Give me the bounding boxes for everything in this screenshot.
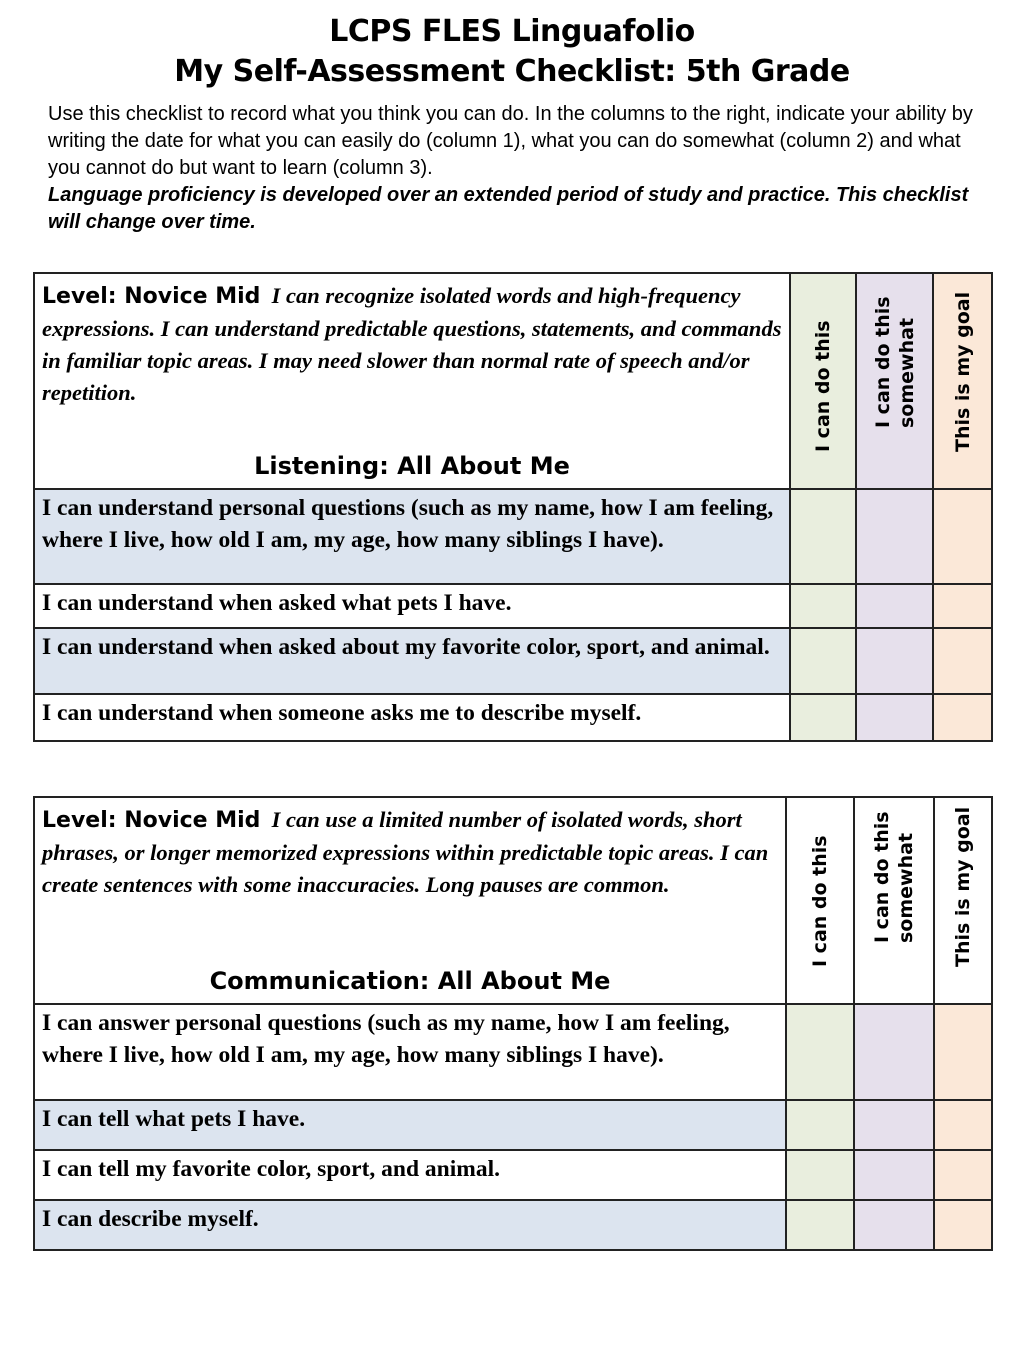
statement-cell: [34, 694, 790, 741]
page-subtitle: My Self-Assessment Checklist: 5th Grade: [174, 54, 850, 89]
table-row: [34, 1100, 992, 1150]
statement-text: I can understand when someone asks me to describe myself.: [42, 700, 642, 726]
date-cell-somewhat[interactable]: [856, 489, 933, 584]
column-header-somewhat: [854, 797, 934, 1004]
level-description: I can use a limited number of isolated words, short phrases, or longer memorized expressions within predictable topic areas. I can create sentences with some inaccuracies. Long pauses are common.: [42, 807, 769, 897]
date-cell-somewhat[interactable]: [854, 1150, 934, 1200]
listening-checklist-table: [33, 272, 993, 742]
column-label-goal: This is my goal: [952, 806, 974, 967]
level-header-cell: [34, 797, 786, 1004]
date-cell-somewhat[interactable]: [854, 1100, 934, 1150]
date-cell-goal[interactable]: [934, 1150, 992, 1200]
date-cell-can-do[interactable]: [786, 1004, 854, 1100]
date-cell-goal[interactable]: [933, 694, 992, 741]
instructions-emphasis: Language proficiency is developed over an extended period of study and practice. This checklist will change over time.: [48, 184, 969, 233]
page-header: [0, 12, 1024, 92]
instructions: [48, 101, 988, 236]
topic-heading: Communication: All About Me: [209, 967, 611, 995]
table-header-row: [34, 797, 992, 1004]
statement-text: I can tell my favorite color, sport, and animal.: [42, 1156, 500, 1182]
column-header-somewhat: [856, 273, 933, 489]
date-cell-goal[interactable]: [934, 1200, 992, 1250]
table-row: [34, 628, 992, 694]
column-header-goal: [933, 273, 992, 489]
column-label-somewhat: I can do this somewhat: [871, 296, 918, 428]
table-row: [34, 584, 992, 628]
column-header-can-do: [790, 273, 856, 489]
table-row: [34, 1200, 992, 1250]
date-cell-somewhat[interactable]: [856, 628, 933, 694]
table-row: [34, 694, 992, 741]
table-row: [34, 1004, 992, 1100]
level-description: I can recognize isolated words and high-frequency expressions. I can understand predictable questions, statements, and commands in familiar topic areas. I may need slower than normal rate of speech and/or repetition.: [42, 283, 782, 405]
statement-cell: [34, 628, 790, 694]
date-cell-can-do[interactable]: [790, 489, 856, 584]
date-cell-goal[interactable]: [934, 1004, 992, 1100]
date-cell-goal[interactable]: [933, 628, 992, 694]
statement-cell: [34, 1200, 786, 1250]
date-cell-somewhat[interactable]: [854, 1004, 934, 1100]
date-cell-goal[interactable]: [933, 584, 992, 628]
date-cell-can-do[interactable]: [786, 1150, 854, 1200]
statement-text: I can understand when asked about my favorite color, sport, and animal.: [42, 634, 770, 660]
date-cell-goal[interactable]: [934, 1100, 992, 1150]
statement-cell: [34, 1100, 786, 1150]
statement-cell: [34, 1150, 786, 1200]
date-cell-somewhat[interactable]: [854, 1200, 934, 1250]
date-cell-can-do[interactable]: [786, 1100, 854, 1150]
date-cell-can-do[interactable]: [790, 694, 856, 741]
statement-text: I can describe myself.: [42, 1206, 259, 1232]
date-cell-somewhat[interactable]: [856, 584, 933, 628]
statement-text: I can answer personal questions (such as my name, how I am feeling, where I live, how old I am, my age, how many siblings I have).: [42, 1010, 730, 1068]
statement-cell: [34, 489, 790, 584]
table-row: [34, 489, 992, 584]
column-label-can-do: I can do this: [812, 320, 834, 452]
level-header-cell: [34, 273, 790, 489]
page-title: LCPS FLES Linguafolio: [329, 14, 695, 49]
column-label-can-do: I can do this: [809, 835, 831, 967]
date-cell-can-do[interactable]: [786, 1200, 854, 1250]
column-label-goal: This is my goal: [951, 291, 974, 452]
statement-text: I can understand personal questions (such as my name, how I am feeling, where I live, how old I am, my age, how many siblings I have).: [42, 495, 774, 553]
table-row: [34, 1150, 992, 1200]
date-cell-can-do[interactable]: [790, 628, 856, 694]
column-label-somewhat: I can do this somewhat: [871, 811, 917, 943]
statement-cell: [34, 584, 790, 628]
column-header-goal: [934, 797, 992, 1004]
statement-text: I can understand when asked what pets I have.: [42, 590, 512, 616]
date-cell-goal[interactable]: [933, 489, 992, 584]
column-header-can-do: [786, 797, 854, 1004]
date-cell-somewhat[interactable]: [856, 694, 933, 741]
table-header-row: [34, 273, 992, 489]
statement-cell: [34, 1004, 786, 1100]
date-cell-can-do[interactable]: [790, 584, 856, 628]
communication-checklist-table: [33, 796, 993, 1251]
instructions-text: Use this checklist to record what you think you can do. In the columns to the right, indicate your ability by writing the date for what you can easily do (column 1), what you can do somewhat (column 2) and what you cannot do but want to learn (column 3).: [48, 103, 973, 179]
statement-text: I can tell what pets I have.: [42, 1106, 306, 1132]
topic-heading: Listening: All About Me: [254, 452, 570, 480]
level-label: Level: Novice Mid: [42, 284, 261, 309]
level-label: Level: Novice Mid: [42, 808, 261, 833]
